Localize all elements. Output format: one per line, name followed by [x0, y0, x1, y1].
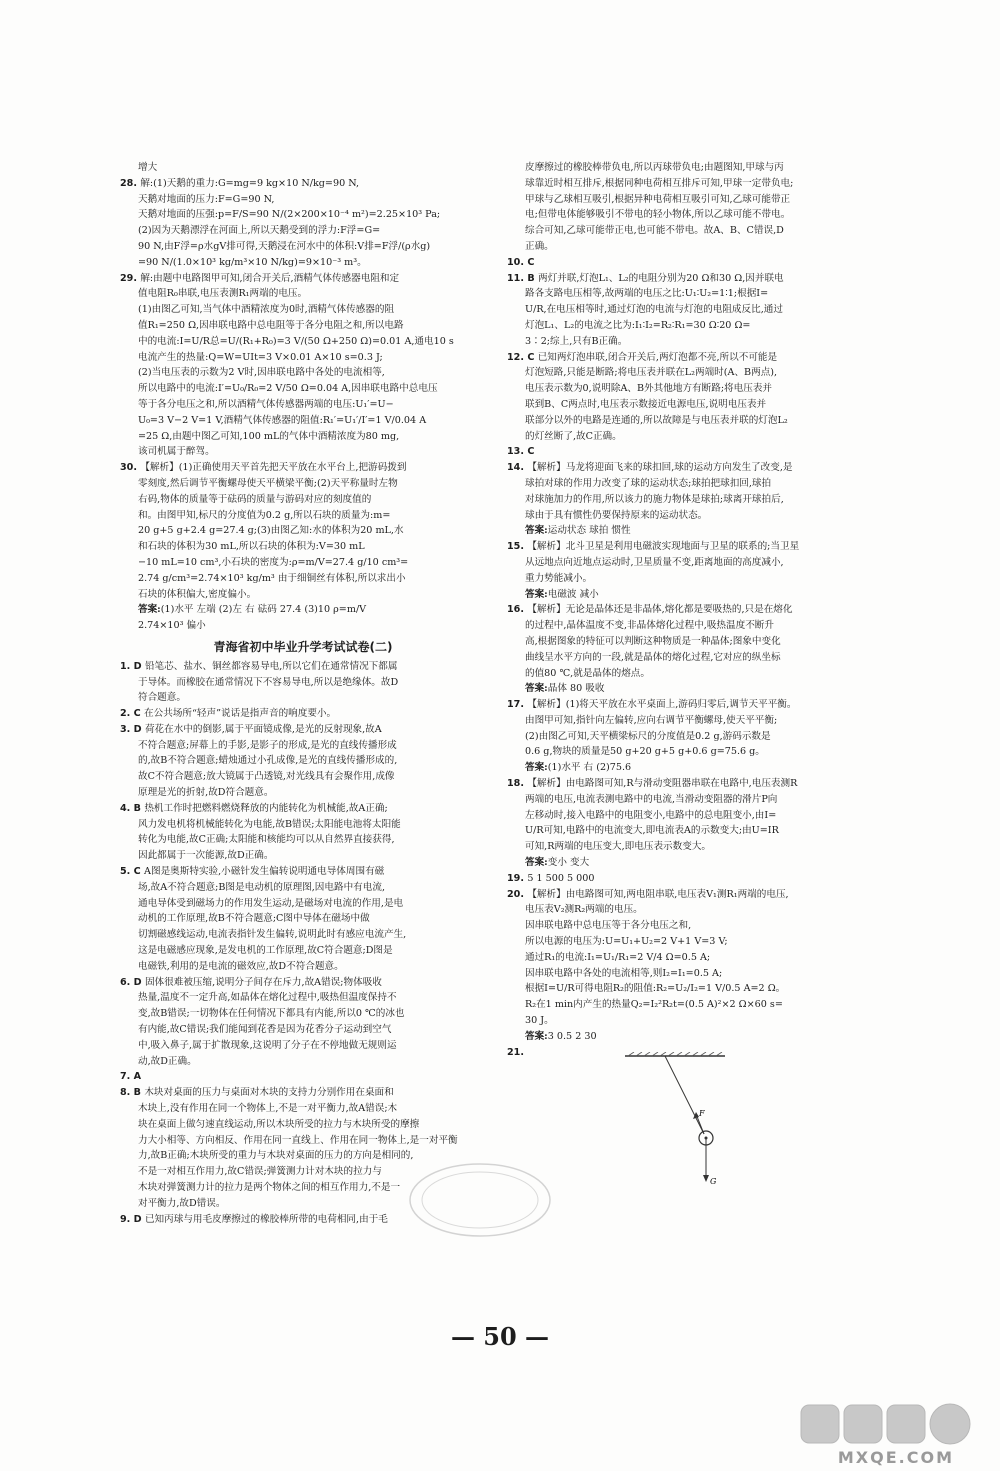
text-line: 灯泡短路,只能是断路;将电压表并联在L₂两端时(A、B两点),	[525, 367, 778, 379]
text-line: 已知丙球与用毛皮摩擦过的橡胶棒所带的电荷相同,由于毛	[144, 1213, 388, 1225]
text-line: 30 J。	[525, 1015, 554, 1027]
text-line: 路各支路电压相等,故两端的电压之比:U₁∶U₂=1∶1;根据I=	[525, 288, 769, 300]
question-block	[120, 722, 486, 801]
text-line: 动,故D正确。	[138, 1055, 197, 1067]
question-block	[507, 602, 873, 681]
text-line: 电;但带电体能够吸引不带电的轻小物体,所以乙球可能不带电。	[525, 209, 791, 221]
question-number: 7. A	[120, 1071, 142, 1083]
text-line: 天鹅对地面的压力:F=G=90 N,	[138, 193, 275, 205]
text-line: 动机的工作原理,故B不符合题意;C图中导体在磁场中做	[138, 913, 370, 925]
answer-block	[507, 1029, 873, 1045]
answer-label: 答案:	[525, 683, 548, 695]
text-line: 的过程中,晶体温度不变,非晶体熔化过程中,吸热温度不断升	[525, 620, 774, 632]
text-line: 的灯丝断了,故C正确。	[525, 430, 622, 442]
text-line: 因串联电路中各处的电流相等,则I₂=I₁=0.5 A;	[525, 967, 723, 979]
text-line: 零刻度,然后调节平衡螺母使天平横梁平衡;(2)天平称量时左物	[138, 477, 398, 489]
text-line: 切割磁感线运动,电流表指针发生偏转,说明此时有感应电流产生,	[138, 929, 407, 941]
text-line: R₂在1 min内产生的热量Q₂=I₂²R₂t=(0.5 A)²×2 Ω×60 s=	[525, 999, 783, 1011]
text-line: 所以电源的电压为:U=U₁+U₂=2 V+1 V=3 V;	[525, 936, 728, 948]
question-block	[120, 801, 486, 864]
text-line: (1)水平 左端 (2)左 右 砝码 27.4 (3)10 ρ=m/V	[160, 604, 367, 616]
question-number: 9. D	[120, 1213, 145, 1225]
text-line: =25 Ω,由题中图乙可知,100 mL的气体中酒精浓度为80 mg,	[138, 430, 400, 442]
question-block	[507, 887, 873, 1029]
text-line: 值R₁=250 Ω,因串联电路中总电阻等于各分电阻之和,所以电路	[138, 319, 404, 331]
question-number: 11. B	[507, 272, 538, 284]
force-g-label: G	[710, 1177, 717, 1186]
text-line: U/R可知,电路中的电流变大,即电流表A的示数变大;由U=IR	[525, 825, 779, 837]
text-line: 解:(1)天鹅的重力:G=mg=9 kg×10 N/kg=90 N,	[140, 177, 360, 189]
force-f-label: F	[699, 1109, 705, 1118]
text-line: 木块对桌面的压力与桌面对木块的支持力分别作用在桌面和	[144, 1087, 394, 1099]
text-line: 【解析】北斗卫星是利用电磁波实现地面与卫星的联系的;当卫星	[527, 541, 800, 553]
text-line: 可知,R两端的电压变大,即电压表示数变大。	[525, 841, 712, 853]
question-block	[507, 350, 873, 445]
answer-block	[507, 681, 873, 697]
text-line: 电磁铁,利用的是电流的磁效应,故D不符合题意。	[138, 960, 344, 972]
question-number: 21.	[507, 1046, 524, 1058]
text-line: 从远地点向近地点运动时,卫星质量不变,距离地面的高度减小,	[525, 556, 784, 568]
question-number: 12. C	[507, 351, 538, 363]
text-line: 根据I=U/R可得电阻R₂的阻值:R₂=U₂/I₂=1 V/0.5 A=2 Ω。	[525, 983, 786, 995]
answer-label: 答案:	[525, 762, 548, 774]
question-block	[120, 975, 486, 1070]
text-line: 石块的体积偏大,密度偏小。	[138, 588, 257, 600]
text-line: 【解析】由电路图可知,R与滑动变阻器串联在电路中,电压表测R	[527, 778, 798, 790]
question-number: 5. C	[120, 866, 145, 878]
text-line: 所以电路中的电流:I′=U₀/R₀=2 V/50 Ω=0.04 A,因串联电路中总电压	[138, 383, 438, 395]
question-block	[120, 160, 486, 176]
text-line: 【解析】由电路图可知,两电阻串联,电压表V₁测R₁两端的电压,	[527, 888, 789, 900]
text-line: 通电导体受到磁场力的作用发生运动,是磁场对电流的作用,是电	[138, 897, 404, 909]
text-line: U/R,在电压相等时,通过灯泡的电流与灯泡的电阻成反比,通过	[525, 304, 783, 316]
question-block	[120, 1069, 486, 1085]
text-line: 增大	[138, 162, 158, 173]
text-line: 荷花在水中的倒影,属于平面镜成像,是光的反射现象,故A	[144, 723, 382, 735]
right-column	[507, 160, 873, 1060]
text-line: 中,吸入鼻子,属于扩散现象,这说明了分子在不停地做无规则运	[138, 1039, 397, 1051]
text-line: 该司机属于醉驾。	[138, 446, 215, 458]
text-line: 块在桌面上做匀速直线运动,所以木块所受的拉力与木块所受的摩擦	[138, 1118, 420, 1130]
text-line: 热机工作时把燃料燃烧释放的内能转化为机械能,故A正确;	[144, 802, 388, 814]
question-block	[120, 271, 486, 461]
text-line: 由图甲可知,指针向左偏转,应向右调节平衡螺母,使天平平衡;	[525, 714, 778, 726]
text-line: 解:由题中电路图甲可知,闭合开关后,酒精气体传感器电阻和定	[140, 272, 400, 284]
text-line: 球靠近时相互排斥,根据同种电荷相互排斥可知,甲球一定带负电;	[525, 177, 794, 189]
answer-label: 答案:	[525, 1030, 548, 1042]
question-number: 15.	[507, 541, 528, 553]
text-line: 皮摩擦过的橡胶棒带负电,所以丙球带负电;由题图知,甲球与丙	[525, 162, 784, 173]
answer-label: 答案:	[525, 525, 548, 537]
question-number: 10. C	[507, 256, 535, 268]
text-line: 90 N,由F浮=ρ水gV排可得,天鹅浸在河水中的体积:V排=F浮/(ρ水g)	[138, 240, 431, 252]
text-line: 不是一对相互作用力,故C错误;弹簧测力计对木块的拉力与	[138, 1166, 382, 1178]
text-line: 电压表V₂测R₂两端的电压。	[525, 904, 643, 916]
text-line: 甲球与乙球相互吸引,根据异种电荷相互吸引可知,乙球可能带正	[525, 193, 791, 205]
text-line: 曲线呈水平方向的一段,就是晶体的熔化过程,它对应的纵坐标	[525, 651, 781, 663]
text-line: 场,故A不符合题意;B图是电动机的原理图,因电路中有电流,	[138, 881, 386, 893]
text-line: 5 1 500 5 000	[527, 872, 595, 884]
text-line: 综合可知,乙球可能带正电,也可能不带电。故A、B、C错误,D	[525, 225, 784, 237]
text-line: 因此都属于一次能源,故D正确。	[138, 850, 274, 862]
text-line: 不符合题意;屏幕上的手影,是影子的形成,是光的直线传播形成	[138, 739, 397, 751]
text-line: 风力发电机将机械能转化为电能,故B错误;太阳能电池将太阳能	[138, 818, 401, 830]
text-line: 热量,温度不一定升高,如晶体在熔化过程中,吸热但温度保持不	[138, 992, 397, 1004]
string-line	[665, 1056, 704, 1134]
left-column	[120, 160, 486, 1227]
text-line: 和石块的体积为30 mL,所以石块的体积为:V=30 mL	[138, 541, 365, 553]
pendulum-force-diagram	[620, 1052, 730, 1196]
text-line: 【解析】(1)将天平放在水平桌面上,游码归零后,调节天平平衡。	[527, 699, 797, 711]
answer-block	[507, 587, 873, 603]
question-block	[507, 697, 873, 760]
answer-label: 答案:	[138, 604, 161, 616]
question-number: 18.	[507, 778, 528, 790]
text-line: 的值80 ℃,就是晶体的熔点。	[525, 667, 650, 679]
text-line: 【解析】(1)正确使用天平首先把天平放在水平台上,把游码拨到	[140, 462, 407, 474]
question-block	[507, 871, 873, 887]
text-line: 重力势能减小。	[525, 572, 593, 584]
question-block	[120, 706, 486, 722]
question-number: 2. C	[120, 708, 145, 720]
page-number: — 50 —	[450, 1322, 550, 1351]
answer-block	[120, 602, 486, 634]
answer-block	[507, 523, 873, 539]
text-line: 高,根据图象的特征可以判断这种物质是一种晶体;图象中变化	[525, 635, 781, 647]
text-line: 已知两灯泡串联,闭合开关后,两灯泡都不亮,所以不可能是	[537, 351, 778, 363]
question-number: 30.	[120, 462, 141, 474]
question-number: 19.	[507, 872, 528, 884]
text-line: (1)水平 右 (2)75.6	[547, 762, 632, 774]
text-line: =90 N/(1.0×10³ kg/m³×10 N/kg)=9×10⁻³ m³。	[138, 256, 367, 268]
question-number: 28.	[120, 177, 141, 189]
question-block	[120, 659, 486, 706]
text-line: 联部分以外的电路是连通的,所以故障是与电压表并联的灯泡L₂	[525, 414, 788, 426]
text-line: 联到B、C两点时,电压表示数接近电源电压,说明电压表并	[525, 398, 767, 410]
text-line: 变,故B错误;一切物体在任何情况下都具有内能,所以0 ℃的冰也	[138, 1008, 405, 1020]
text-line: 转化为电能,故C正确;太阳能和核能均可以从自然界直接获得,	[138, 834, 395, 846]
text-line: 球拍对球的作用力改变了球的运动状态;球拍把球扣回,球拍	[525, 477, 772, 489]
text-line: U₀=3 V−2 V=1 V,酒精气体传感器的阻值:R₁′=U₁′/I′=1 V/0.04 A	[138, 414, 427, 426]
text-line: 力,故B正确;木块所受的重力与木块对桌面的压力的方向是相同的,	[138, 1150, 414, 1162]
answer-label: 答案:	[525, 588, 548, 600]
question-number: 6. D	[120, 976, 145, 988]
text-line: 天鹅对地面的压强:p=F/S=90 N/(2×200×10⁻⁴ m²)=2.25×10³ Pa;	[138, 209, 441, 221]
text-line: 木块上,没有作用在同一个物体上,不是一对平衡力,故A错误;木	[138, 1103, 398, 1115]
text-line: (2)当电压表的示数为2 V时,因串联电路中各处的电流相等,	[138, 367, 385, 379]
text-line: 对平衡力,故D错误。	[138, 1197, 226, 1209]
question-block	[507, 160, 873, 255]
text-line: 0.6 g,物块的质量是50 g+20 g+5 g+0.6 g=75.6 g。	[525, 746, 765, 758]
answer-block	[507, 760, 873, 776]
text-line: 2.74 g/cm³=2.74×10³ kg/m³ 由于细铜丝有体积,所以求出小	[138, 572, 406, 584]
text-line: 原理是光的折射,故D符合题意。	[138, 787, 274, 799]
question-number: 16.	[507, 604, 528, 616]
text-line: 两灯并联,灯泡L₁、L₂的电阻分别为20 Ω和30 Ω,因并联电	[538, 272, 784, 284]
text-line: 正确。	[525, 240, 554, 252]
question-block	[507, 539, 873, 586]
text-line: 两端的电压,电流表测电路中的电流,当滑动变阻器的滑片P向	[525, 793, 778, 805]
text-line: (1)由图乙可知,当气体中酒精浓度为0时,酒精气体传感器的阻	[138, 304, 395, 316]
text-line: 电压表示数为0,说明除A、B外其他地方有断路;将电压表并	[525, 383, 773, 395]
text-line: −10 mL=10 cm³,小石块的密度为:ρ=m/V=27.4 g/10 cm³=	[138, 556, 409, 568]
question-number: 17.	[507, 699, 528, 711]
text-line: 木块对弹簧测力计的拉力是两个物体之间的相互作用力,不是一	[138, 1182, 401, 1193]
text-line: 运动状态 球拍 惯性	[547, 525, 631, 537]
text-line: 3 0.5 2 30	[547, 1030, 597, 1042]
text-line: 灯泡L₁、L₂的电流之比为:I₁∶I₂=R₂∶R₁=30 Ω∶20 Ω=	[525, 319, 751, 331]
question-number: 29.	[120, 272, 141, 284]
text-line: 【解析】马龙将迎面飞来的球扣回,球的运动方向发生了改变,是	[527, 462, 793, 474]
text-line: 铅笔芯、盐水、铜丝都容易导电,所以它们在通常情况下都属	[144, 660, 398, 672]
question-number: 20.	[507, 888, 528, 900]
text-line: (2)由图乙可知,天平横梁标尺的分度值是0.2 g,游码示数是	[525, 730, 771, 742]
text-line: 力大小相等、方向相反、作用在同一直线上、作用在同一物体上,是一对平衡	[138, 1134, 458, 1146]
text-line: 故C不符合题意;放大镜属于凸透镜,对光线具有会聚作用,成像	[138, 771, 395, 783]
text-line: 等于各分电压之和,所以酒精气体传感器两端的电压:U₁′=U−	[138, 398, 394, 410]
text-line: 2.74×10³ 偏小	[138, 620, 206, 632]
question-number: 13. C	[507, 446, 535, 458]
text-line: 有内能,故C错误;我们能闻到花香是因为花香分子运动到空气	[138, 1024, 392, 1036]
answer-block	[507, 855, 873, 871]
text-line: 符合题意。	[138, 692, 186, 704]
question-block	[507, 776, 873, 855]
question-number: 3. D	[120, 723, 145, 735]
text-line: 固体很难被压缩,说明分子间存在斥力,故A错误;物体吸收	[144, 976, 382, 988]
text-line: 晶体 80 吸收	[547, 683, 605, 695]
text-line: 电磁波 减小	[547, 588, 599, 600]
text-line: 在公共场所“轻声”说话是指声音的响度要小。	[144, 708, 337, 720]
text-line: 和。由图甲知,标尺的分度值为0.2 g,所以石块的质量为:m=	[138, 509, 391, 521]
question-number: 8. B	[120, 1087, 145, 1099]
watermark-text: MXQE.COM	[837, 1448, 954, 1467]
text-line: (2)因为天鹅漂浮在河面上,所以天鹅受到的浮力:F浮=G=	[138, 225, 381, 237]
text-line: 于导体。而橡胶在通常情况下不容易导电,所以是绝缘体。故D	[138, 676, 399, 688]
text-line: 3∶2;综上,只有B正确。	[525, 335, 628, 347]
question-block	[120, 460, 486, 602]
faded-stamp	[405, 1160, 555, 1244]
question-block	[507, 460, 873, 523]
section-title: 青海省初中毕业升学考试试卷(二)	[213, 639, 393, 654]
text-line: 因串联电路中总电压等于各分电压之和,	[525, 920, 692, 932]
text-line: 【解析】无论是晶体还是非晶体,熔化都是要吸热的,只是在熔化	[527, 604, 793, 616]
text-line: 通过R₁的电流:I₁=U₁/R₁=2 V/4 Ω=0.5 A;	[525, 951, 711, 963]
question-block	[120, 176, 486, 271]
question-block	[507, 271, 873, 350]
question-block	[120, 864, 486, 975]
text-line: 球由于具有惯性仍要保持原来的运动状态。	[525, 509, 708, 521]
text-line: A图是奥斯特实验,小磁针发生偏转说明通电导体周围有磁	[144, 866, 385, 878]
text-line: 左移动时,接入电路中的电阻变小,电路中的总电阻变小,由I=	[525, 809, 777, 821]
text-line: 的,故B不符合题意;蜡烛通过小孔成像,是光的直线传播形成的,	[138, 755, 398, 767]
answer-label: 答案:	[525, 857, 548, 869]
text-line: 电流产生的热量:Q=W=UIt=3 V×0.01 A×10 s=0.3 J;	[138, 351, 383, 363]
text-line: 20 g+5 g+2.4 g=27.4 g;(3)由图乙知:水的体积为20 mL,水	[138, 525, 404, 537]
question-block	[507, 444, 873, 460]
question-number: 1. D	[120, 660, 145, 672]
question-block	[507, 255, 873, 271]
text-line: 值电阻R₀串联,电压表测R₁两端的电压。	[138, 288, 308, 300]
question-number: 14.	[507, 462, 528, 474]
text-line: 对球施加力的作用,所以该力的施力物体是球拍;球离开球拍后,	[525, 493, 784, 505]
text-line: 中的电流:I=U/R总=U/(R₁+R₀)=3 V/(50 Ω+250 Ω)=0.01 A,通电10 s	[138, 335, 454, 347]
text-line: 右码,物体的质量等于砝码的质量与游码对应的刻度值的	[138, 493, 372, 505]
text-line: 变小 变大	[547, 857, 590, 869]
question-number: 4. B	[120, 802, 145, 814]
text-line: 这是电磁感应现象,是发电机的工作原理,故C符合题意;D图是	[138, 945, 393, 957]
